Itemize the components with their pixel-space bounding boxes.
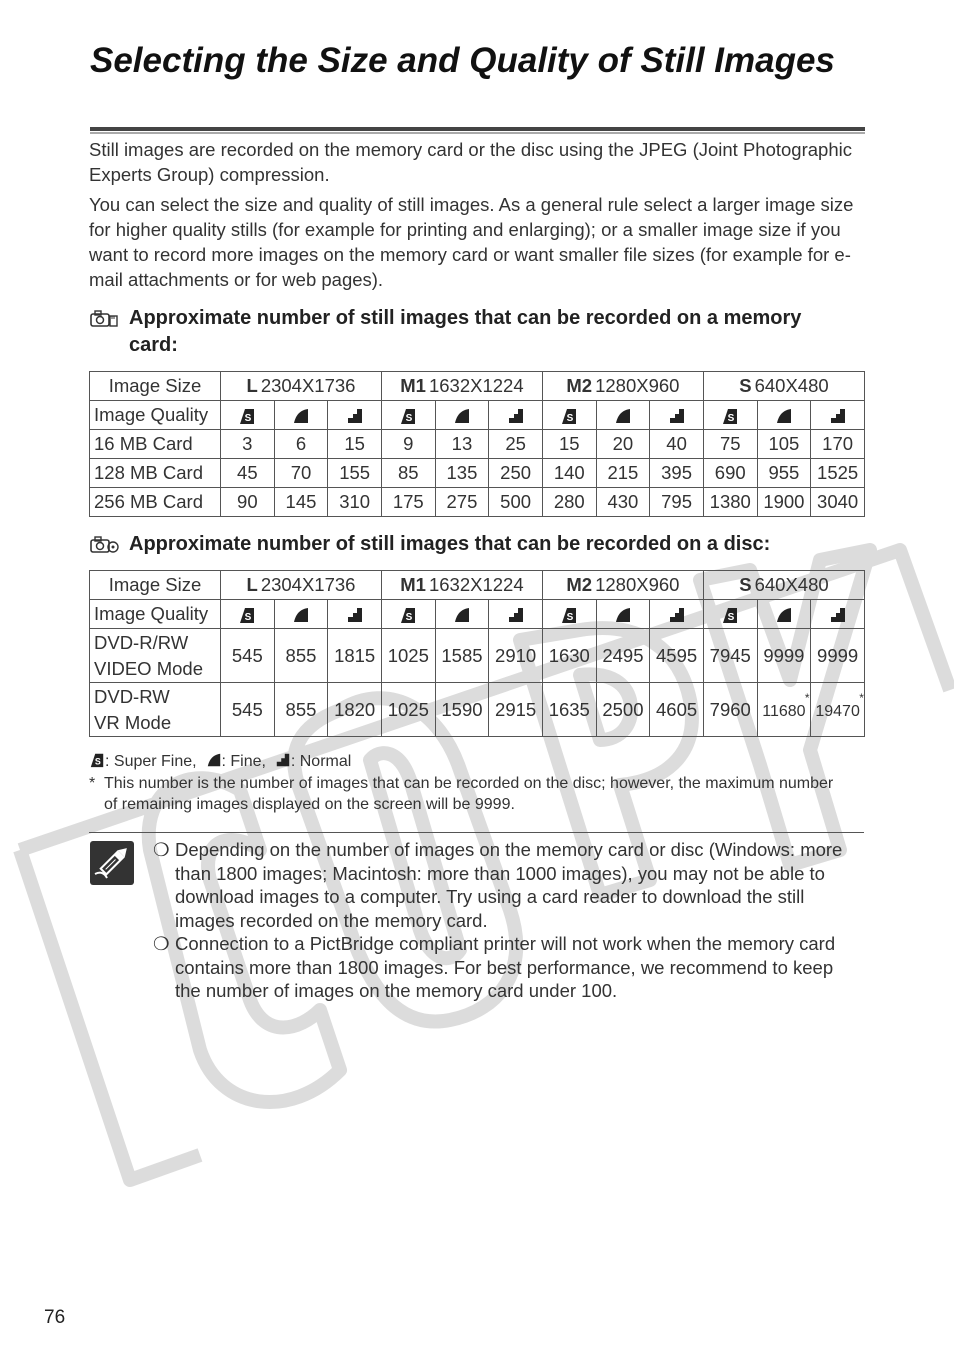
size-m1-header: M1 1632X1224 [381, 571, 542, 600]
quality-cell [811, 600, 865, 629]
table-cell: 155 [328, 459, 382, 488]
legend-normal: : Normal [290, 753, 352, 770]
table-cell: 2495 [596, 629, 650, 683]
quality-cell [757, 600, 811, 629]
table-cell: 1025 [381, 683, 435, 737]
camera-disc-icon [89, 535, 119, 555]
footnote-mark: * [89, 775, 96, 792]
image-quality-label: Image Quality [90, 600, 221, 629]
bullet-mark: ❍ [153, 839, 170, 860]
row-label: DVD-RW VR Mode [90, 683, 221, 737]
table-cell: 430 [596, 488, 650, 517]
fine-icon [614, 606, 632, 624]
notes-list [153, 838, 863, 1003]
table-cell: 15 [542, 430, 596, 459]
super-fine-icon [238, 606, 256, 624]
size-l-header: L 2304X1736 [221, 372, 382, 401]
table-cell: 75 [703, 430, 757, 459]
row-label: DVD-R/RW VIDEO Mode [90, 629, 221, 683]
table-cell: 3 [221, 430, 275, 459]
table-cell: 11680 * [757, 683, 811, 737]
bullet-mark: ❍ [153, 933, 170, 954]
quality-cell [811, 401, 865, 430]
legend-super-fine: : Super Fine, [105, 753, 197, 770]
size-m2-header: M2 1280X960 [542, 571, 703, 600]
card-capacity-table [89, 371, 865, 517]
disc-section-heading [89, 531, 864, 558]
super-fine-icon [399, 606, 417, 624]
table-cell: 25 [489, 430, 543, 459]
normal-icon [829, 407, 847, 425]
fine-icon [292, 407, 310, 425]
table-row [90, 430, 865, 459]
fine-icon [453, 407, 471, 425]
camera-card-icon [89, 309, 119, 329]
table-cell: 2500 [596, 683, 650, 737]
note-pencil-icon [89, 840, 135, 886]
fine-icon [614, 407, 632, 425]
title-rule [90, 127, 865, 131]
table-cell: 19470 * [811, 683, 865, 737]
quality-cell [221, 600, 275, 629]
svg-text:S: S [405, 612, 413, 624]
normal-icon [346, 407, 364, 425]
quality-cell [542, 600, 596, 629]
quality-cell [274, 600, 328, 629]
table-cell: 9999 [757, 629, 811, 683]
quality-cell [596, 600, 650, 629]
image-quality-label: Image Quality [90, 401, 221, 430]
intro-paragraph-2: You can select the size and quality of still images. As a general rule select a larger image size for higher quality stills (for example for printing and enlarging); or a smaller image size if you want to record more images on the memory card or want smaller file sizes (for example for e-mail attachments or for web pages). [89, 194, 854, 290]
table-header-row [90, 571, 865, 600]
table-cell: 1815 [328, 629, 382, 683]
quality-cell [703, 600, 757, 629]
table-cell: 280 [542, 488, 596, 517]
table-cell: 1025 [381, 629, 435, 683]
table-cell: 1380 [703, 488, 757, 517]
card-heading-text: Approximate number of still images that can be recorded on a memory card: [129, 307, 802, 356]
table-cell: 20 [596, 430, 650, 459]
quality-cell [596, 401, 650, 430]
table-cell: 250 [489, 459, 543, 488]
size-s-header: S 640X480 [703, 571, 864, 600]
size-s-header: S 640X480 [703, 372, 864, 401]
table-cell: 855 [274, 683, 328, 737]
table-cell: 1525 [811, 459, 865, 488]
card-section-heading [89, 305, 864, 359]
table-cell: 170 [811, 430, 865, 459]
footnote [89, 773, 849, 815]
normal-icon [668, 606, 686, 624]
title-rule-shadow [90, 132, 865, 134]
table-cell: 395 [650, 459, 704, 488]
table-cell: 690 [703, 459, 757, 488]
quality-cell [435, 401, 489, 430]
quality-cell [542, 401, 596, 430]
quality-cell [274, 401, 328, 430]
table-row [90, 629, 865, 683]
note-text: Connection to a PictBridge compliant printer will not work when the memory card contains more than 1800 images. For best performance, we recommend to keep the number of images on the memory card under 100. [175, 933, 836, 1001]
page-number: 76 [44, 1307, 66, 1328]
table-cell: 4595 [650, 629, 704, 683]
table-cell: 9999 [811, 629, 865, 683]
row-label: 16 MB Card [90, 430, 221, 459]
row-label: 256 MB Card [90, 488, 221, 517]
list-item [153, 838, 863, 932]
table-cell: 135 [435, 459, 489, 488]
super-fine-icon [399, 407, 417, 425]
quality-legend [89, 752, 351, 771]
normal-icon [829, 606, 847, 624]
normal-icon [275, 752, 291, 768]
svg-text:S: S [244, 413, 252, 425]
image-size-label: Image Size [90, 372, 221, 401]
image-size-label: Image Size [90, 571, 221, 600]
legend-fine: : Fine, [221, 753, 266, 770]
fine-icon [453, 606, 471, 624]
table-cell: 2910 [489, 629, 543, 683]
page-title: Selecting the Size and Quality of Still Images [90, 41, 835, 80]
svg-text:S: S [566, 413, 574, 425]
svg-text:S: S [727, 612, 735, 624]
svg-text:S: S [727, 413, 735, 425]
table-cell: 175 [381, 488, 435, 517]
super-fine-icon [238, 407, 256, 425]
table-cell: 105 [757, 430, 811, 459]
table-cell: 4605 [650, 683, 704, 737]
table-cell: 1900 [757, 488, 811, 517]
quality-cell [757, 401, 811, 430]
super-fine-icon [721, 407, 739, 425]
quality-row [90, 600, 865, 629]
super-fine-icon [721, 606, 739, 624]
super-fine-icon [560, 407, 578, 425]
quality-row [90, 401, 865, 430]
table-cell: 545 [221, 629, 275, 683]
list-item [153, 932, 863, 1003]
table-header-row [90, 372, 865, 401]
table-cell: 1630 [542, 629, 596, 683]
table-cell: 40 [650, 430, 704, 459]
table-cell: 85 [381, 459, 435, 488]
asterisk-mark: * [804, 690, 810, 705]
size-m2-header: M2 1280X960 [542, 372, 703, 401]
table-cell: 90 [221, 488, 275, 517]
table-cell: 13 [435, 430, 489, 459]
quality-cell [328, 600, 382, 629]
size-l-header: L 2304X1736 [221, 571, 382, 600]
table-cell: 145 [274, 488, 328, 517]
asterisk-mark: * [859, 690, 864, 705]
table-cell: 955 [757, 459, 811, 488]
table-cell: 215 [596, 459, 650, 488]
table-cell: 275 [435, 488, 489, 517]
table-row [90, 488, 865, 517]
footnote-text: This number is the number of images that can be recorded on the disc; however, the maximum number of remaining images displayed on the screen will be 9999. [104, 775, 834, 813]
quality-cell [381, 401, 435, 430]
table-row [90, 683, 865, 737]
normal-icon [668, 407, 686, 425]
svg-text:S: S [94, 756, 101, 767]
super-fine-icon [560, 606, 578, 624]
table-cell: 70 [274, 459, 328, 488]
fine-icon [292, 606, 310, 624]
table-cell: 140 [542, 459, 596, 488]
table-cell: 545 [221, 683, 275, 737]
table-cell: 15 [328, 430, 382, 459]
size-m1-header: M1 1632X1224 [381, 372, 542, 401]
table-cell: 1585 [435, 629, 489, 683]
fine-icon [775, 407, 793, 425]
table-cell: 1820 [328, 683, 382, 737]
table-cell: 9 [381, 430, 435, 459]
quality-cell [650, 401, 704, 430]
row-label: 128 MB Card [90, 459, 221, 488]
quality-cell [703, 401, 757, 430]
section-divider [89, 832, 864, 833]
note-text: Depending on the number of images on the memory card or disc (Windows: more than 1800 images; Macintosh: more than 1000 images), you may not be able to download images to a computer. Try using a card reader to download the still images recorded on the memory card. [175, 839, 843, 931]
svg-text:S: S [244, 612, 252, 624]
table-cell: 1590 [435, 683, 489, 737]
quality-cell [489, 600, 543, 629]
svg-text:S: S [566, 612, 574, 624]
table-cell: 45 [221, 459, 275, 488]
quality-cell [650, 600, 704, 629]
table-cell: 3040 [811, 488, 865, 517]
normal-icon [507, 407, 525, 425]
table-cell: 7960 [703, 683, 757, 737]
table-cell: 855 [274, 629, 328, 683]
quality-cell [489, 401, 543, 430]
table-cell: 7945 [703, 629, 757, 683]
fine-icon [775, 606, 793, 624]
normal-icon [346, 606, 364, 624]
disc-capacity-table [89, 570, 865, 737]
normal-icon [507, 606, 525, 624]
quality-cell [435, 600, 489, 629]
quality-cell [381, 600, 435, 629]
table-cell: 1635 [542, 683, 596, 737]
intro-paragraph-1: Still images are recorded on the memory card or the disc using the JPEG (Joint Photographic Experts Group) compression. [89, 139, 852, 185]
table-cell: 500 [489, 488, 543, 517]
table-cell: 2915 [489, 683, 543, 737]
disc-heading-text: Approximate number of still images that can be recorded on a disc: [129, 533, 771, 555]
quality-cell [328, 401, 382, 430]
table-row [90, 459, 865, 488]
quality-cell [221, 401, 275, 430]
svg-text:S: S [405, 413, 413, 425]
table-cell: 310 [328, 488, 382, 517]
table-cell: 6 [274, 430, 328, 459]
super-fine-icon [89, 752, 105, 768]
table-cell: 795 [650, 488, 704, 517]
fine-icon [206, 752, 222, 768]
